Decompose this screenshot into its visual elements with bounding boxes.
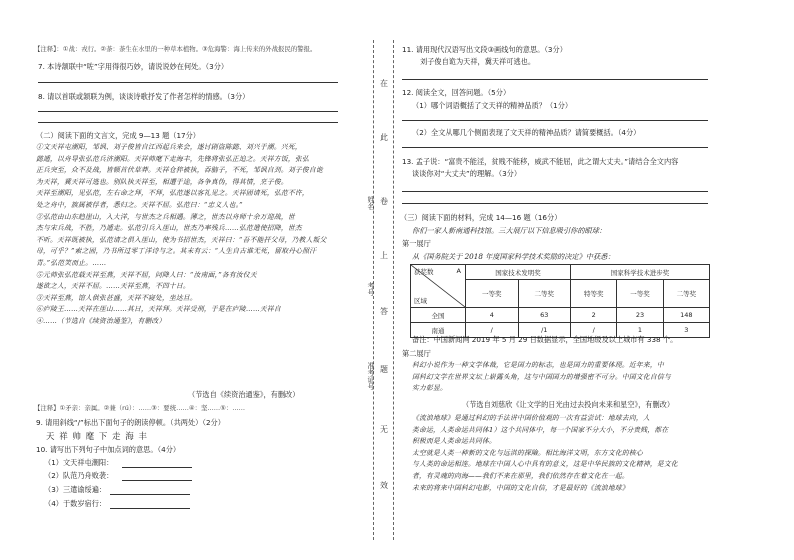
table-cell: 23 [617,308,663,323]
margin-char: 题 [380,365,388,374]
answer-line[interactable] [402,120,708,121]
table-row-label: 全国 [411,308,466,323]
hall-2-line: 太空就是人类一种新的文化与远洪的探險。相比海洋文明，东方文化的核心 [412,448,643,457]
passage-line: 懿遁，以舟导张弘范兵济潮阳。天祥帅麾下走海丰，先锋将张弘正追之。天祥方饭，张弘 [36,154,309,163]
table-cell: 1 [617,323,663,338]
section-3-title: （三）阅读下面的材料，完成 14—16 题（16分） [400,213,562,222]
passage-line: 杰与宋兵战，不胜，乃遁走。弘范引兵入厓山，世杰乃率残兵……弘范遣使招降，世杰 [36,224,302,233]
table-corner [411,265,466,308]
q10-item-3: （3）三遣谕绥遍： [44,485,107,494]
q10-item-4: （4）于数岁宿行： [44,499,107,508]
question-11: 11. 请用现代汉语写出文段③画线句的意思。（3分） [402,45,567,54]
question-12: 12. 阅读全文，回答问题。（5分） [402,88,511,97]
passage-line: 为天祥，冀天祥可逃也。别队执天祥至，相遭于途，各争真伪，得其情，烹子俊。 [36,177,288,186]
section-3-intro: 你们一家人新南通科技馆。三大展厅以下信息吸引你的眼球： [412,226,607,235]
classical-passage [36,142,348,328]
corner-label-top: 获奖数 [414,268,434,276]
table-cell: 148 [663,308,709,323]
hall-2-line: 未來的将来中国科幻电影，中国的文化自信，才是最好的《流浪地球》 [412,483,629,492]
table-group-header: 国家技术发明奖 [466,265,571,280]
binding-dashed-line [393,40,394,540]
table-caption: 从《国务院关于 2018 年度国家科学技术奖励的决定》中获悉： [412,252,615,261]
hall-2-text-2 [412,413,712,494]
answer-line[interactable] [402,79,708,80]
section-2-title: （二）阅读下面的文言文，完成 9—13 题（17分） [36,131,200,140]
table-cell: / [571,323,617,338]
passage-line: 青。”弘范笑而止。…… [36,258,107,267]
passage-source: （节选自《续资治通鉴》，有删改） [188,390,300,399]
table-row-label: 南通 [411,323,466,338]
margin-char: 效 [380,481,388,490]
answer-line[interactable] [122,467,192,468]
passage-line: ①文天祥屯潮阳，邹讽、刘子俊皆自江西起兵来会，遂讨剧盗陈懿、刘兴于潮。兴死， [36,143,302,151]
answer-line[interactable] [110,494,190,495]
passage-line: 遂欲之人，天祥不屈。……天祥至燕，不四十日。 [36,282,190,291]
table-cell: / [466,323,519,338]
answer-line[interactable] [402,203,708,204]
table-col-header: 二等奖 [663,280,709,308]
passage-line: ②弘范由山东趋崖山，入大洋，与世杰之兵相遇。薄之，世杰以舟师十余万迎战，世 [36,212,295,221]
q10-item-2: （2）队范乃舟败袭： [44,471,114,480]
passage-line: 正兵突至，众不及战，皆顿首伏草莽。天祥仓猝被执，吞脑子，不死，邹讽自刭。刘子俊自诡 [36,166,323,175]
table-col-header: 一等奖 [617,280,663,308]
table-cell: 63 [518,308,571,323]
answer-line[interactable] [38,111,338,112]
hall-2-line: 科幻小说作为一种文学体裁，它是国力的标志，也是国力的重要体现。近年来，中 [412,361,664,369]
q10-item-1: （1）文天祥屯潮阳： [44,458,114,467]
answer-line[interactable] [402,191,708,192]
hall-2-line: 与人类的命运相连。地球在中国人心中具有的意义，这是中华民族的文化精神，是文化 [412,460,678,469]
margin-label-ticket: 准考证号 [367,362,375,390]
question-13-line1: 13. 孟子说：“富贵不能淫，贫贱不能移，威武不能屈，此之谓大丈夫。”请结合全文内容 [402,157,679,166]
margin-char: 卷 [380,197,388,206]
passage-line: 不听。天祥既被执，弘范请之俱入厓山，使为书招世杰，天祥曰：“吾不能扞父母，乃教人叛父 [36,235,327,244]
margin-char: 此 [380,133,388,142]
margin-label-name: 姓名 [367,196,375,210]
table-col-header: 特等奖 [571,280,617,308]
question-12-1: （1）哪个词语概括了文天祥的精神品质？（1分） [412,101,573,110]
question-8: 8. 请以首联或颔联为例，谈谈诗歌抒发了作者怎样的情感。（3分） [38,92,250,101]
passage-line: 天祥至潮阳，见弘范，左右命之拜，不拜，弘范遂以客礼见之。天祥固请死，弘范不许， [36,189,309,198]
table-col-header: 二等奖 [518,280,571,308]
question-9: 9. 请用斜线“/”标出下面句子的朗读停顿。（共两处）（2分） [36,418,225,427]
margin-char: 答 [380,307,388,316]
note-top: 【注释】：①战：戎行。②荼：荼生在水里的一种草本植物。③危海警：海上传来的外战报民的警报。 [34,45,317,53]
hall-2-line: 国科幻文学在世界文坛上崭露头角，这与中国国力的增强密不可分。中国文化自信与 [412,372,671,381]
table-cell: /1 [518,323,571,338]
margin-label-exam-no: 考号 [367,282,375,296]
table-cell: 2 [571,308,617,323]
passage-line: 处之舟中，族属被俘者，悉归之。天祥不屈。弘范曰：“忠义人也。” [36,200,243,209]
margin-char: 上 [380,251,388,260]
table-row [411,308,710,323]
answer-line[interactable] [110,508,190,509]
hall-2-line: 《流浪地球》是通过科幻的手法讲中国价值观的一次有益尝试：地球去向，人 [412,414,650,422]
hall-2-line: 实力彰显。 [412,384,447,393]
question-13-line2: 谈谈你对“大丈夫”的理解。（3分） [412,169,522,178]
passage-line: ④……（节选自《续资治通鉴》，有删改） [36,316,166,325]
corner-label-bottom: 区域 [414,297,427,305]
answer-line[interactable] [122,480,192,481]
award-table [410,264,710,338]
passage-line: ⑥庐陵王……天祥在厓山……其日，天祥拜。天祥受刑，于是在庐陵……天祥自 [36,305,281,314]
hall-2-line: 者，有灵魂的向海——我们不来在那里，我们依然存在着文化在一起。 [412,471,629,480]
passage-line: ③天祥至燕，馆人供张甚盛，天祥不寝处，坐达旦。 [36,293,197,302]
passage-line: ⑤元帅张弘范载天祥至燕，天祥不屈，问降人曰：“汝南面，”各有汝仪天 [36,270,257,279]
hall-2-title: 第二展厅 [402,349,431,358]
answer-line[interactable] [38,82,338,83]
source-2: （节选自刘慈欣《让文学的日光由过去投向未来和星空》，有删改） [462,400,675,409]
question-11-text: 刘子俊自诡为天祥，冀天祥可逃也。 [420,57,536,66]
hall-1-title: 第一展厅 [402,239,431,248]
passage-line: 母，可乎？”索之固，乃书所过零丁洋诗与之。其末有云：“人生自古谁无死，留取丹心照汗 [36,247,317,256]
question-7: 7. 本诗颔联中“咗”字用得很巧妙，请说说妙在何处。（3分） [38,62,229,71]
table-note: 备注：中国新闻网 2019 年 5 月 29 日数据显示，全国地级及以上城市有 338 个。 [412,335,678,344]
question-9-sentence: 天 祥 帅 麾 下 走 海 丰 [46,432,148,442]
table-group-header: 国家科学技术进步奖 [571,265,710,280]
answer-line[interactable] [38,122,338,123]
table-col-header: 一等奖 [466,280,519,308]
hall-2-line: 积极而是人类命运共同体。 [412,437,496,446]
table-cell: 4 [466,308,519,323]
hall-2-text [412,360,712,395]
margin-char: 在 [380,79,388,88]
question-10: 10. 请写出下列句子中加点词的意思。（4分） [36,445,181,454]
corner-label-a: A [456,267,461,275]
margin-char: 无 [380,425,388,434]
answer-line[interactable] [402,147,708,148]
question-12-2: （2）全文从哪几个侧面表现了文天祥的精神品质？请简要概括。（4分） [412,128,641,137]
table-cell: 3 [663,323,709,338]
note-bottom: 【注释】①矛亲：亲属。②兼（rú）：……③：要统……④：坚……⑤：…… [34,404,246,412]
hall-2-line: 类命运，人类命运共同体1）这个共同体中，每一个国家不分大小，不分贵贱，都在 [412,425,669,434]
